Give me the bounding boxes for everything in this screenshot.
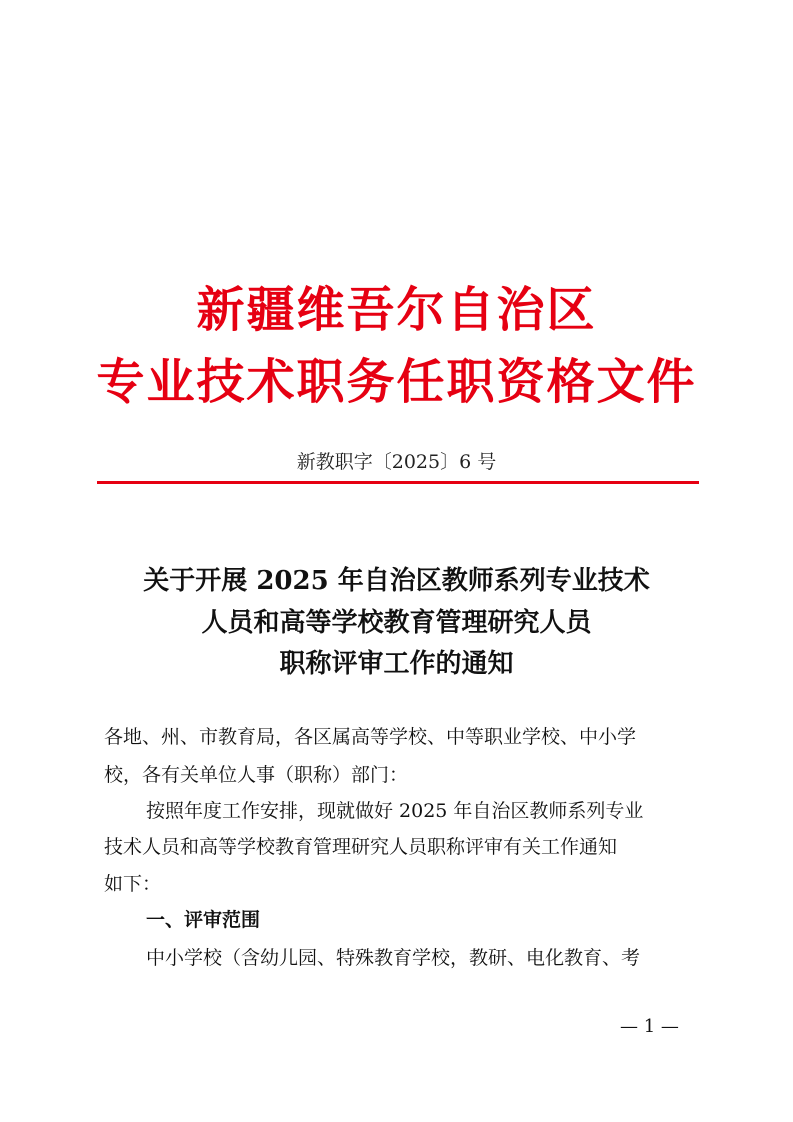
page-number: — 1 — xyxy=(620,1016,679,1037)
intro-paragraph-line-1: 按照年度工作安排，现就做好 2025 年自治区教师系列专业 xyxy=(146,800,644,822)
intro-paragraph-line-2: 技术人员和高等学校教育管理研究人员职称评审有关工作通知 xyxy=(104,836,618,858)
red-divider-line xyxy=(97,481,699,484)
document-header-line-1: 新疆维吾尔自治区 xyxy=(196,282,597,338)
notice-title-line-2: 人员和高等学校教育管理研究人员 xyxy=(201,608,592,638)
notice-title-line-3: 职称评审工作的通知 xyxy=(279,649,514,679)
section-heading-1: 一、评审范围 xyxy=(146,909,261,931)
recipients-line-2: 校，各有关单位人事（职称）部门： xyxy=(104,764,409,786)
recipients-line-1: 各地、州、市教育局，各区属高等学校、中等职业学校、中小学 xyxy=(104,726,637,748)
document-header-line-2: 专业技术职务任职资格文件 xyxy=(96,354,697,410)
document-number: 新教职字〔2025〕6 号 xyxy=(296,451,497,473)
section-1-paragraph-line-1: 中小学校（含幼儿园、特殊教育学校，教研、电化教育、考 xyxy=(146,947,641,969)
intro-paragraph-line-3: 如下： xyxy=(104,873,162,895)
notice-title-line-1: 关于开展 2025 年自治区教师系列专业技术 xyxy=(143,566,650,596)
